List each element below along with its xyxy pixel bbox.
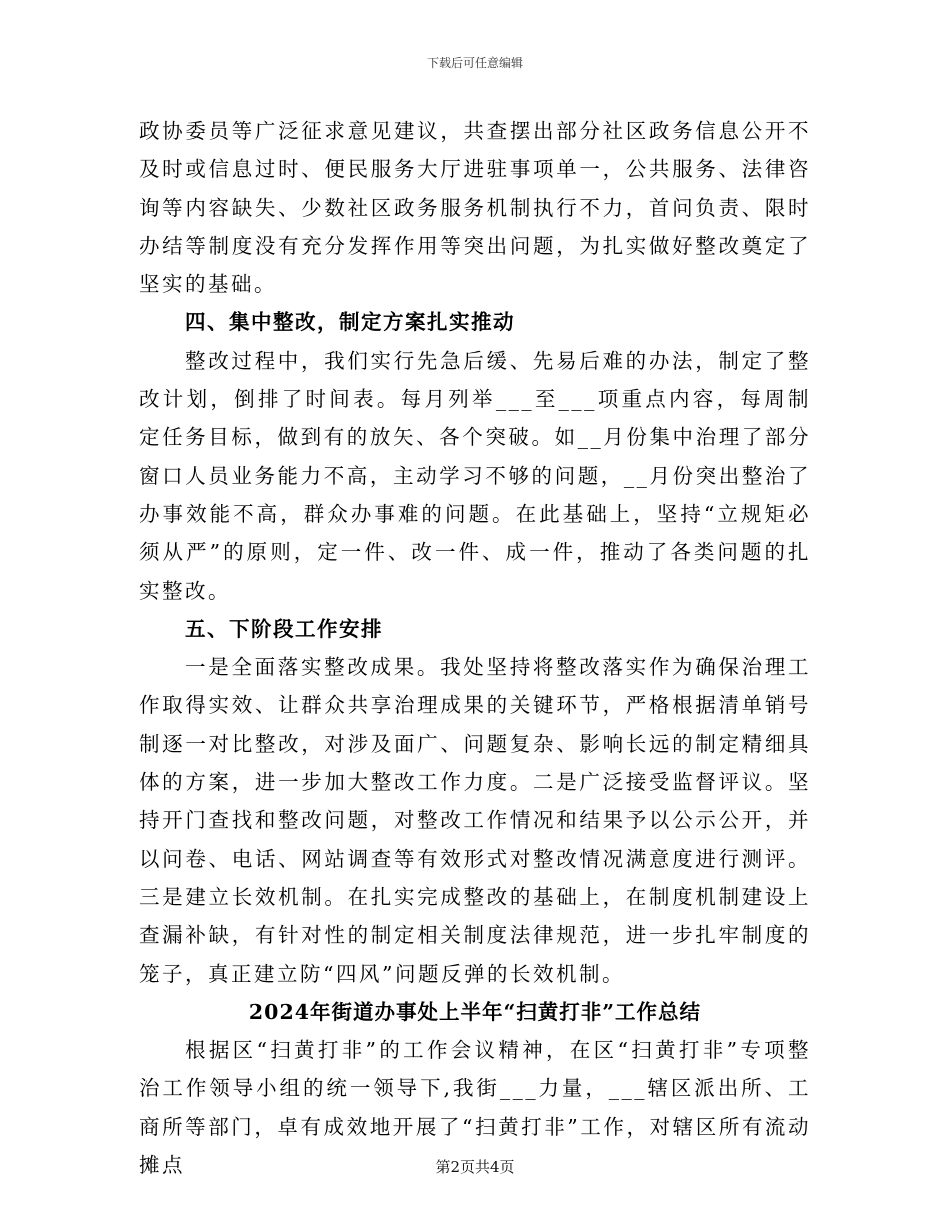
section-heading-4: 四、集中整改，制定方案扎实推动 <box>185 310 515 335</box>
document-body <box>139 112 811 1184</box>
page-number: 第2页共4页 <box>435 1158 515 1176</box>
section-heading-5: 五、下阶段工作安排 <box>185 616 383 641</box>
paragraph-continued: 政协委员等广泛征求意见建议，共查摆出部分社区政务信息公开不及时或信息过时、便民服务大厅进驻事项单一，公共服务、法律咨询等内容缺失、少数社区政务服务机制执行不力，首问负责、限时办结等制度没有充分发挥作用等突出问题，为扎实做好整改奠定了坚实的基础。 <box>139 119 811 297</box>
page-header: 下载后可任意编辑 <box>426 56 523 70</box>
paragraph-next-steps: 一是全面落实整改成果。我处坚持将整改落实作为确保治理工作取得实效、让群众共享治理成果的关键环节，严格根据清单销号制逐一对比整改，对涉及面广、问题复杂、影响长远的制定精细具体的方案，进一步加大整改工作力度。二是广泛接受监督评议。坚持开门查找和整改问题，对整改工作情况和结果予以公示公开，并以问卷、电话、网站调查等有效形式对整改情况满意度进行测评。三是建立长效机制。在扎实完成整改的基础上，在制度机制建设上查漏补缺，有针对性的制定相关制度法律规范，进一步扎牢制度的笼子，真正建立防“四风”问题反弹的长效机制。 <box>139 655 811 986</box>
paragraph-intro: 根据区“扫黄打非”的工作会议精神，在区“扫黄打非”专项整治工作领导小组的统一领导下,我街___力量，___辖区派出所、工商所等部门，卓有成效地开展了“扫黄打非”工作，对辖区所有流动摊点 <box>139 1038 811 1178</box>
document-title: 2024年街道办事处上半年“扫黄打非”工作总结 <box>248 999 702 1024</box>
paragraph-rectification: 整改过程中，我们实行先急后缓、先易后难的办法，制定了整改计划，倒排了时间表。每月列举___至___项重点内容，每周制定任务目标，做到有的放矢、各个突破。如__月份集中治理了部分窗口人员业务能力不高，主动学习不够的问题，__月份突出整治了办事效能不高，群众办事难的问题。在此基础上，坚持“立规矩必须从严”的原则，定一件、改一件、成一件，推动了各类问题的扎实整改。 <box>139 348 811 603</box>
